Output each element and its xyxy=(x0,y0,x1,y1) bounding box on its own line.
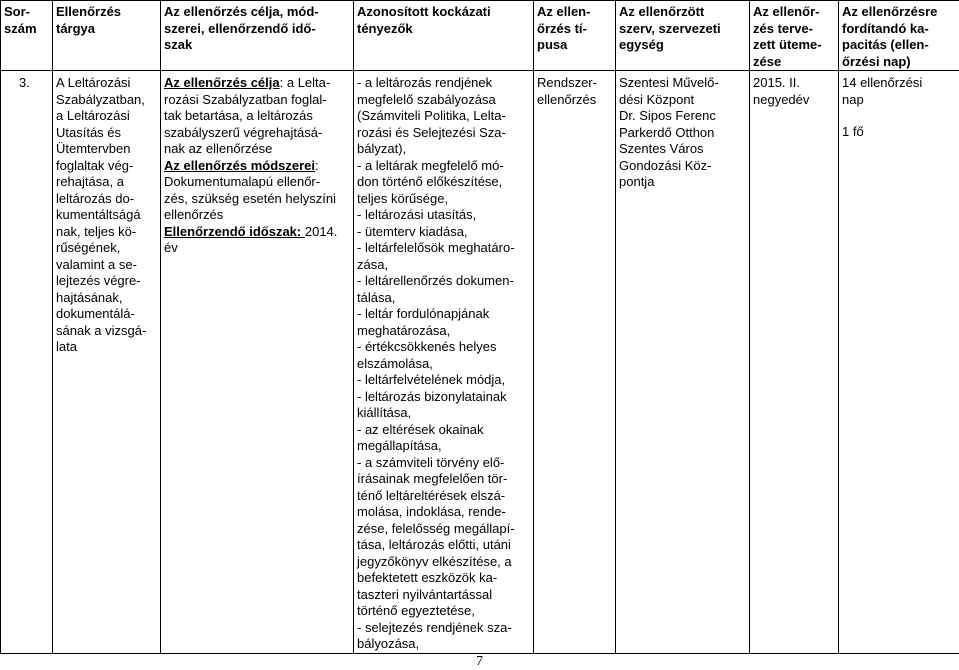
header-row-number: Sor- szám xyxy=(1,1,53,71)
row-number: 3. xyxy=(1,71,53,654)
period-label: Ellenőrzendő időszak: xyxy=(164,224,305,239)
header-risk-factors: Azonosított kockázati tényezők xyxy=(354,1,534,71)
goal-text: : a Lelta- rozási Szabályzatban foglal- tak betartása, a leltározás szabályszerű végrehajtásá- nak az ellenőrzése xyxy=(164,75,330,156)
capacity-days: 14 ellenőrzési nap xyxy=(842,75,922,107)
header-audit-type: Az ellen- őrzés tí- pusa xyxy=(534,1,616,71)
header-capacity: Az ellenőrzésre fordítandó ka- pacitás (ellen- őrzési nap) xyxy=(839,1,959,71)
audit-goal-methods xyxy=(161,71,354,654)
header-subject: Ellenőrzés tárgya xyxy=(53,1,161,71)
period-text: 2014. év xyxy=(164,224,337,256)
audit-schedule: 2015. II. negyedév xyxy=(750,71,839,654)
audit-capacity xyxy=(839,71,959,654)
header-row xyxy=(1,1,959,71)
table-row xyxy=(1,71,959,654)
header-audited-organization: Az ellenőrzött szerv, szervezeti egység xyxy=(616,1,750,71)
audited-organization: Szentesi Művelő- dési Központ Dr. Sipos Ferenc Parkerdő Otthon Szentes Város Gondozási Köz- pontja xyxy=(616,71,750,654)
methods-label: Az ellenőrzés módszerei xyxy=(164,158,315,173)
page-number: 7 xyxy=(0,654,959,670)
capacity-people: 1 fő xyxy=(842,124,956,141)
audit-type: Rendszer- ellenőrzés xyxy=(534,71,616,654)
goal-label: Az ellenőrzés célja xyxy=(164,75,280,90)
audit-subject: A Leltározási Szabályzatban, a Leltározási Utasítás és Ütemtervben foglaltak vég- rehajtása, a leltározás do- kumentáltságá nak, teljes kö- rűségének, valamint a se- lejtezés végre- hajtásának, dokumentálá- sának a vizsgá- lata xyxy=(53,71,161,654)
header-goal-methods: Az ellenőrzés célja, mód- szerei, ellenőrzendő idő- szak xyxy=(161,1,354,71)
risk-factors: - a leltározás rendjének megfelelő szabályozása (Számviteli Politika, Lelta- rozási és Selejtezési Sza- bályzat), - a leltárak megfelelő mó- don történő előkészítése, teljes körűsége, - leltározási utasítás, - ütemterv kiadása, - leltárfelelősök meghatáro- zása, - leltárellenőrzés dokumen- tálása, - leltár fordulónapjának meghatározása, - értékcsökkenés helyes elszámolása, - leltárfelvételének módja, - leltározás bizonylatainak kiállítása, - az eltérések okainak megállapítása, - a számviteli törvény elő- írásainak megfelelően tör- ténő leltáreltérések elszá- molása, indoklása, rende- zése, felelősség megállapí- tása, leltározás előtti, utáni jegyzőkönyv elkészítése, a befektetett eszközök ka- taszteri nyilvántartással történő egyeztetése, - selejtezés rendjének sza- bályozása, xyxy=(354,71,534,654)
methods-text: : Dokumentumalapú ellenőr- zés, szükség esetén helyszíni ellenőrzés xyxy=(164,158,336,223)
header-schedule: Az ellenőr- zés terve- zett üteme- zése xyxy=(750,1,839,71)
